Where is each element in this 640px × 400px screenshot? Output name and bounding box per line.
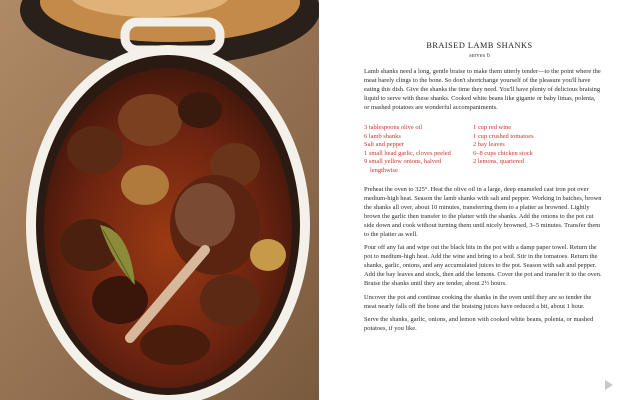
ingredient-item: 2 lemons, quartered xyxy=(473,158,524,166)
ingredient-item: 6–8 cups chicken stock xyxy=(473,149,533,157)
ingredient-item: 6 lamb shanks xyxy=(364,132,401,140)
recipe-steps xyxy=(364,185,602,337)
ingredient-item: 1 cup red wine xyxy=(473,124,512,131)
recipe-step: Serve the shanks, garlic, onions, and lemon with cooked white beans, polenta, or mashed potatoes, if you like. xyxy=(364,315,594,332)
ingredients-column-right xyxy=(473,124,593,167)
ingredient-item: 1 small head garlic, cloves peeled xyxy=(364,149,451,157)
ingredient-item: Salt and pepper xyxy=(364,141,405,149)
ingredient-item: 3 tablespoons olive oil xyxy=(364,124,423,131)
recipe-page xyxy=(319,0,640,400)
ingredient-item: 9 small yellow onions, halved xyxy=(364,158,442,166)
ingredients-column-left xyxy=(364,124,472,176)
recipe-step: Preheat the oven to 325°. Heat the olive oil in a large, deep enameled cast iron pot over medium-high heat. Season the lamb shanks with salt and pepper. Working in batches, brown the shanks all over, about 10 minutes, transferring them to a platter as browned. Lightly brown the garlic then transfer to the platter with the shanks. Add the onions to the pot cut side down and cook without turning them until nicely browned, 3–5 minutes. Transfer them to the platter as well. xyxy=(364,186,602,239)
ingredient-item: 1 cup crushed tomatoes xyxy=(473,132,534,140)
ingredient-item-continued: lengthwise xyxy=(370,166,398,174)
recipe-step: Pour off any fat and wipe out the black bits in the pot with a damp paper towel. Return the pot to medium-high heat. Add the wine and bring to a boil. Stir in the tomatoes. Return the shanks, garlic, onions, and any accumulated juices to the pot. Season with salt and pepper. Add the bay leaves and stock, then add the lemons. Cover the pot and transfer it to the oven. Braise the shanks until they are tender, about 2½ hours. xyxy=(364,244,602,288)
recipe-step: Uncover the pot and continue cooking the shanks in the oven until they are so tender the meat nearly falls off the bone and the braising juices have reduced a bit, about 1 hour. xyxy=(364,293,592,310)
recipe-title: BRAISED LAMB SHANKS xyxy=(426,41,533,50)
next-page-arrow-icon[interactable] xyxy=(605,380,613,390)
recipe-intro: Lamb shanks need a long, gentle braise to make them utterly tender—to the point where the meat barely clings to the bone. So don't shortchange yourself of the pleasure you'll have eating this dish. Give the shanks the time they need. You'll have plenty of delicious braising liquid to serve with these shanks. Cooked white beans like gigante or baby limas, polenta, or mashed potatoes are wonderful accompaniments. xyxy=(364,68,601,112)
recipe-serves: serves 6 xyxy=(469,52,490,59)
braised-lamb-pot-illustration xyxy=(0,0,319,400)
recipe-photo xyxy=(0,0,319,400)
ingredient-item: 2 bay leaves xyxy=(473,141,505,149)
